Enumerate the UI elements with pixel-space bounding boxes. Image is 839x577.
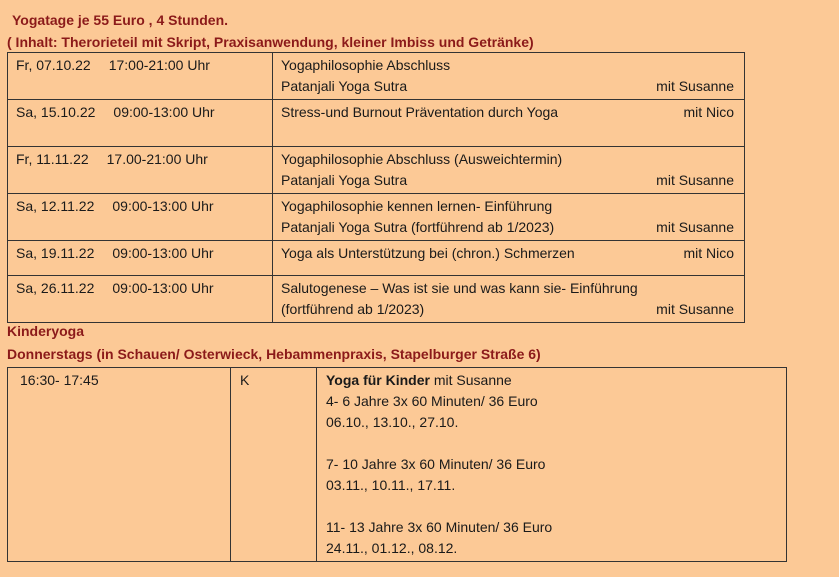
teacher xyxy=(734,55,736,76)
group-dates: 06.10., 13.10., 27.10. xyxy=(326,414,459,430)
page-title: Yogatage je 55 Euro , 4 Stunden. xyxy=(12,12,229,28)
group-dates: 24.11., 01.12., 08.12. xyxy=(326,540,458,556)
time: 09:00-13:00 Uhr xyxy=(112,198,214,214)
group-age: 4- 6 Jahre 3x 60 Minuten/ 36 Euro xyxy=(326,393,538,409)
topic-cell xyxy=(273,147,745,194)
teacher xyxy=(734,278,736,299)
topic-text: (fortführend ab 1/2023) xyxy=(281,301,425,317)
code-cell: K xyxy=(231,368,317,562)
topic-text: Salutogenese – Was ist sie und was kann sie- Einführung xyxy=(281,280,638,296)
time: 09:00-13:00 Uhr xyxy=(112,245,214,261)
teacher: mit Nico xyxy=(683,104,734,120)
time: 09:00-13:00 Uhr xyxy=(112,280,214,296)
topic-text: Patanjali Yoga Sutra xyxy=(281,172,408,188)
group-age: 7- 10 Jahre 3x 60 Minuten/ 36 Euro xyxy=(326,456,546,472)
topic-text: Yogaphilosophie Abschluss xyxy=(281,57,451,73)
table-row xyxy=(8,100,745,147)
topic-cell xyxy=(273,53,745,100)
date-time-cell xyxy=(8,53,273,100)
kinderyoga-table xyxy=(7,367,787,562)
page-subtitle: ( Inhalt: Therorieteil mit Skript, Praxisanwendung, kleiner Imbiss und Getränke) xyxy=(7,34,534,50)
teacher xyxy=(734,196,736,217)
date: Sa, 19.11.22 xyxy=(16,245,95,261)
time: 17.00-21:00 Uhr xyxy=(106,151,208,167)
date-time-cell xyxy=(8,241,273,276)
topic-text: Yogaphilosophie Abschluss (Ausweichtermin) xyxy=(281,151,563,167)
teacher: mit Nico xyxy=(683,245,734,261)
time: 17:00-21:00 Uhr xyxy=(108,57,210,73)
course-title: Yoga für Kinder xyxy=(326,372,430,388)
time: 09:00-13:00 Uhr xyxy=(113,104,215,120)
table-row xyxy=(8,276,745,323)
group-age: 11- 13 Jahre 3x 60 Minuten/ 36 Euro xyxy=(326,519,553,535)
table-row xyxy=(8,53,745,100)
date: Fr, 11.11.22 xyxy=(16,151,89,167)
date: Fr, 07.10.22 xyxy=(16,57,91,73)
date: Sa, 15.10.22 xyxy=(16,104,96,120)
teacher: mit Susanne xyxy=(656,301,734,317)
topic-cell xyxy=(273,194,745,241)
time-cell: 16:30- 17:45 xyxy=(8,368,231,562)
teacher: mit Susanne xyxy=(656,172,734,188)
topic-text: Yoga als Unterstützung bei (chron.) Schmerzen xyxy=(281,245,575,261)
topic-text: Stress-und Burnout Präventation durch Yoga xyxy=(281,104,559,120)
date-time-cell xyxy=(8,276,273,323)
group-dates: 03.11., 10.11., 17.11. xyxy=(326,477,456,493)
date-time-cell xyxy=(8,100,273,147)
table-row xyxy=(8,241,745,276)
topic-cell xyxy=(273,100,745,147)
teacher: mit Susanne xyxy=(656,219,734,235)
kinderyoga-subtitle: Donnerstags (in Schauen/ Osterwieck, Hebammenpraxis, Stapelburger Straße 6) xyxy=(7,346,541,362)
details-cell xyxy=(317,368,787,562)
date-time-cell xyxy=(8,147,273,194)
date-time-cell xyxy=(8,194,273,241)
teacher: mit Susanne xyxy=(656,78,734,94)
topic-text: Patanjali Yoga Sutra (fortführend ab 1/2023) xyxy=(281,219,555,235)
date: Sa, 12.11.22 xyxy=(16,198,95,214)
kinderyoga-title: Kinderyoga xyxy=(7,323,85,339)
date: Sa, 26.11.22 xyxy=(16,280,95,296)
table-row xyxy=(8,147,745,194)
topic-text: Patanjali Yoga Sutra xyxy=(281,78,408,94)
topic-cell xyxy=(273,276,745,323)
table-row xyxy=(8,194,745,241)
topic-cell xyxy=(273,241,745,276)
teacher xyxy=(734,149,736,170)
yogatage-table xyxy=(7,52,745,323)
course-teacher: mit Susanne xyxy=(429,372,512,388)
table-row xyxy=(8,368,787,562)
topic-text: Yogaphilosophie kennen lernen- Einführung xyxy=(281,198,553,214)
